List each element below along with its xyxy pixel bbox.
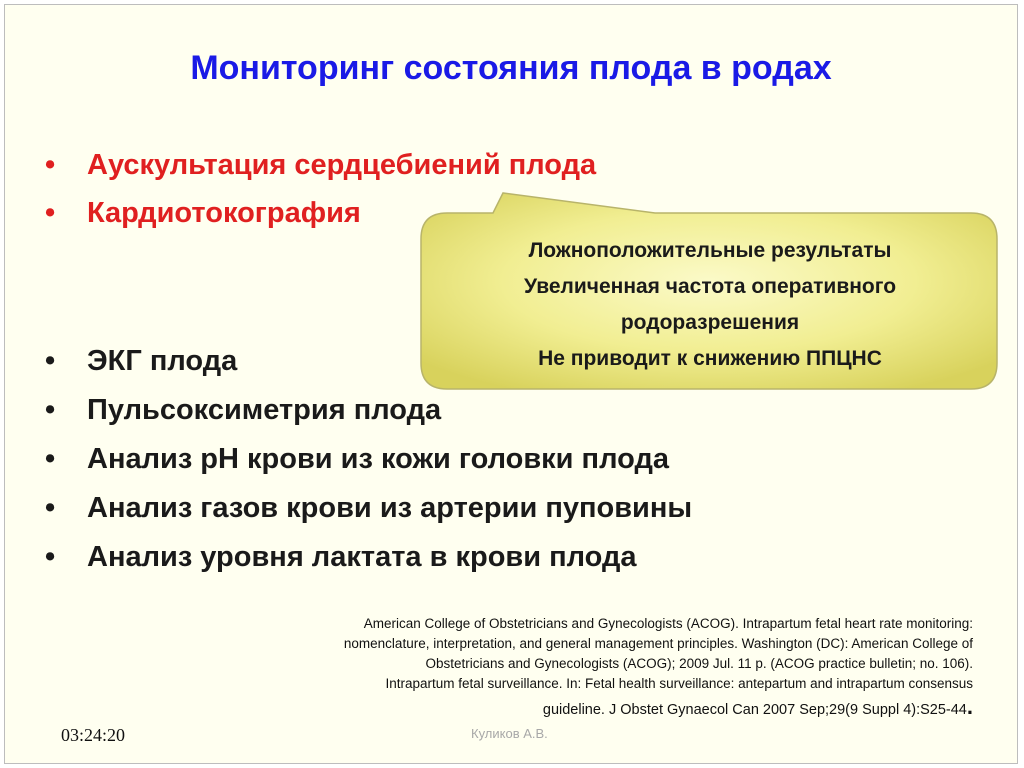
bullet-dot: • (45, 345, 56, 377)
bullet-text: Аускультация сердцебиений плода (87, 149, 597, 181)
bullet-dot: • (45, 394, 56, 426)
bullet-text: Пульсоксиметрия плода (87, 394, 442, 426)
bullet-text: Кардиотокография (87, 197, 361, 229)
callout-line: Не приводит к снижению ППЦНС (538, 347, 882, 370)
callout-line: Увеличенная частота оперативного (523, 275, 897, 298)
bullet-dot: • (45, 541, 56, 573)
bullet-text: Анализ уровня лактата в крови плода (87, 541, 637, 573)
callout-line: Ложноположительные результаты (528, 239, 892, 262)
slide-author: Куликов А.В. (471, 726, 548, 741)
callout-line: родоразрешения (620, 311, 800, 334)
slide (4, 4, 1018, 764)
slide-timestamp: 03:24:20 (61, 725, 126, 745)
callout-text (423, 233, 997, 377)
bullet-dot: • (45, 197, 56, 229)
bullet-text: Анализ газов крови из артерии пуповины (87, 492, 693, 524)
bullet-text: ЭКГ плода (87, 345, 238, 377)
reference-line: Obstetricians and Gynecologists (ACOG); 2009 Jul. 11 p. (ACOG practice bulletin; no. 106). (425, 656, 973, 671)
reference-line: Intrapartum fetal surveillance. In: Fetal health surveillance: antepartum and intrapartum consensus (385, 676, 973, 691)
bullet-dot: • (45, 492, 56, 524)
bullet-text: Анализ pH крови из кожи головки плода (87, 443, 669, 475)
references (153, 614, 973, 720)
reference-line: guideline. J Obstet Gynaecol Can 2007 Sep;29(9 Suppl 4):S25-44 (542, 702, 967, 718)
reference-line: American College of Obstetricians and Gynecologists (ACOG). Intrapartum fetal heart rate monitoring: (363, 616, 973, 631)
bullet-dot: • (45, 443, 56, 475)
slide-title: Мониторинг состояния плода в родах (190, 49, 832, 87)
reference-line: nomenclature, interpretation, and general management principles. Washington (DC): American College of (343, 636, 973, 651)
reference-line-last (153, 694, 973, 720)
reference-end-mark: . (966, 694, 973, 719)
bullet-dot: • (45, 149, 56, 181)
